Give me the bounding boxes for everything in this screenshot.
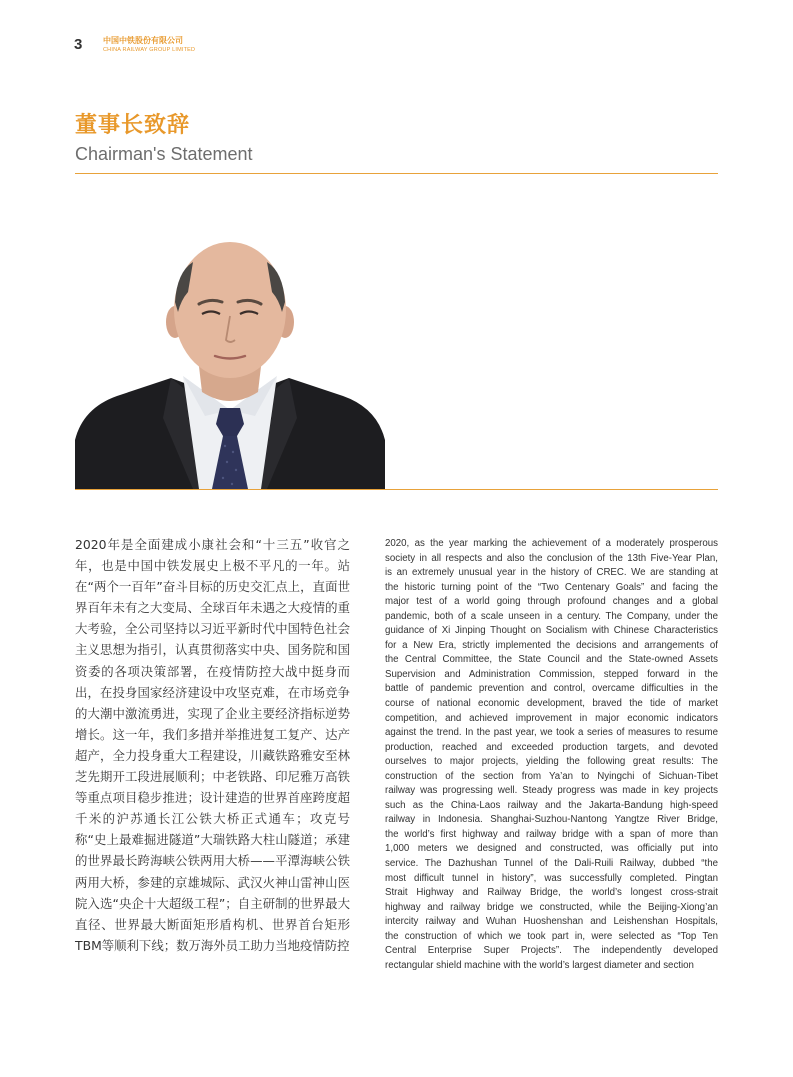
- statement-line: competition, and achieved improvement in major economic indicators: [385, 712, 718, 724]
- statement-line: such as the China-Laos railway and the Jakarta-Bandung high-speed: [385, 799, 718, 811]
- statement-line: 2020, as the year marking the achievement of a moderately prosperous: [385, 538, 718, 549]
- statement-line: battle of pandemic prevention and control, overcame difficulties in the: [385, 683, 718, 695]
- chairman-portrait: [75, 240, 385, 489]
- statement-line: Strait Highway and Railway Bridge, the world’s longest cross-strait: [385, 887, 718, 899]
- statement-line: guidance of Xi Jinping Thought on Socialism with Chinese Characteristics: [385, 625, 718, 637]
- title-divider: [75, 173, 718, 174]
- statement-line: Supervision and Administration Commission, stepped forward in the: [385, 668, 718, 680]
- statement-line: highway and railway bridge we constructed, while the Beijing-Xiong’an: [385, 901, 718, 913]
- section-title-cn: 董事长致辞: [75, 113, 191, 138]
- statement-line: against the trend. In the past year, we took a series of measures to resume: [385, 727, 718, 739]
- statement-line: production, reached and exceeded production targets, and devoted: [385, 741, 718, 753]
- statement-line: pandemic, both of a scale unseen in a century. The Company, under the: [385, 610, 718, 622]
- page-number: 3: [74, 36, 83, 53]
- statement-line: rectangular shield machine with the world’s largest diameter and section: [385, 959, 694, 971]
- section-title-en: Chairman's Statement: [75, 144, 253, 164]
- statement-line: the world’s first highway and railway bridge with a span of more than: [385, 828, 718, 840]
- statement-line: the historic turning point of the “Two Centenary Goals” and facing the: [385, 581, 718, 593]
- statement-line: railway was progressing well. Steady progress was made in key projects: [385, 785, 718, 797]
- statement-line: ourselves to major projects, yielding the following great results: The: [385, 756, 718, 768]
- portrait-divider: [75, 489, 718, 490]
- statement-line: major test of a world going through profound changes and a global: [385, 596, 718, 608]
- statement-line: society in all respects and also the conclusion of the 13th Five-Year Plan,: [385, 552, 718, 564]
- statement-text-en: [385, 537, 718, 973]
- statement-line: is an extremely unusual year in the history of CREC. We are standing at: [385, 567, 718, 579]
- statement-line: the construction of which we took part in, were selected as “Top Ten: [385, 930, 718, 942]
- company-name-cn: 中国中铁股份有限公司: [103, 36, 183, 45]
- statement-line: service. The Dazhushan Tunnel of the Dali-Ruili Railway, dubbed “the: [385, 858, 718, 870]
- statement-line: railway in Indonesia. Shanghai-Suzhou-Nantong Yangtze River Bridge,: [385, 814, 718, 826]
- statement-line: intercity railway and Wuhan Huoshenshan and Leishenshan Hospitals,: [385, 916, 718, 928]
- statement-text-cn: 2020年是全面建成小康社会和“十三五”收官之年，也是中国中铁发展史上极不平凡的一年。站在“两个一百年”奋斗目标的历史交汇点上，直面世界百年未有之大变局、全球百年未遇之大疫情的重大考验，全公司坚持以习近平新时代中国特色社会主义思想为指引，认真贯彻落实中央、国务院和国资委的各项决策部署，在疫情防控大战中挺身而出，在投身国家经济建设中攻坚克难，在市场竞争的大潮中激流勇进，实现了企业主要经济指标逆势增长。这一年，我们多措并举推进复工复产、达产超产，全力投身重大工程建设，川藏铁路雅安至林芝先期开工段进展顺利；中老铁路、印尼雅万高铁等重点项目稳步推进；设计建造的世界首座跨度超千米的沪苏通长江公铁大桥正式通车；攻克号称“史上最难掘进隧道”大瑞铁路大柱山隧道；承建的世界最长跨海峡公铁两用大桥——平潭海峡公铁两用大桥，参建的京雄城际、武汉火神山雷神山医院入选“央企十大超级工程”；自主研制的世界最大直径、世界最大断面矩形盾构机、世界首台矩形TBM等顺利下线；数万海外员工助力当地疫情防控: [75, 537, 350, 953]
- statement-line: Central Enterprise Super Projects”. The independently developed: [385, 945, 718, 957]
- company-name-en: CHINA RAILWAY GROUP LIMITED: [103, 47, 196, 53]
- statement-line: 1,000 meters we designed and constructed, was officially put into: [385, 843, 718, 855]
- statement-line: for a New Era, strictly implemented the decisions and arrangements of: [385, 639, 718, 651]
- statement-line: most difficult tunnel in history”, was successfully completed. Pingtan: [385, 872, 718, 884]
- statement-line: the Central Committee, the State Council and the State-owned Assets: [385, 654, 718, 666]
- statement-line: course of national economic development, braved the tide of market: [385, 698, 718, 710]
- statement-line: construction of the section from Ya’an to Nyingchi of Sichuan-Tibet: [385, 770, 718, 782]
